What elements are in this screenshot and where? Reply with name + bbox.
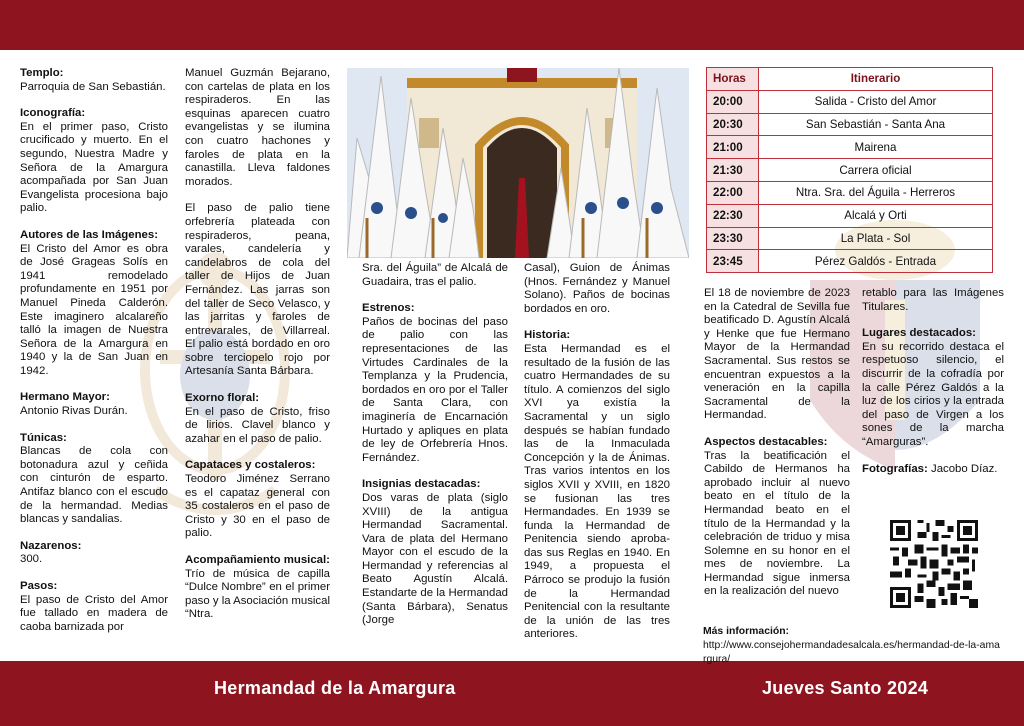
fotografias-credit: Jacobo Díaz. — [927, 462, 998, 475]
footer-title: Hermandad de la Amargura — [214, 678, 456, 698]
musica-heading: Acompañamiento musical: — [185, 554, 330, 566]
historia-text: Esta Hermandad es el resultado de la fusión de las cuatro Hermandades de su título. A comienzos del siglo XVI ya existía la Sacramental y un siglo después se habían fundado las de la Inmaculada Concepción y la de Ánimas. Tras varios intentos en los siglos XVII y XVIII, en 1820 se fusionan las tres Hermandades. En 1939 se funda la Hermandad de Penitencia siendo aprobadas sus Reglas en 1940. En 1949, a propuesta el Párroco se produjo la fusión de la Hermandad Penitencial con la resultante de la unión de las tres anteriores. — [524, 342, 670, 641]
retablo-text: retablo para las Imágenes Titulares. — [862, 287, 1004, 313]
row-time: 21:30 — [707, 159, 759, 182]
insignias-continued-text: Casal), Guion de Ánimas (Hnos. Fernández y Manuel Solano). Paños de bocinas bordados en oro. — [524, 262, 670, 315]
capataces-heading: Capataces y costaleros: — [185, 459, 316, 472]
fotografias-heading: Fotografías: — [862, 462, 928, 475]
row-place: Carrera oficial — [759, 159, 993, 182]
tunicas-heading: Túnicas: — [20, 431, 67, 444]
autores-text: El Cristo del Amor es obra de José Grageas Solís en 1941 remodelado profundamente en 1951 por Manuel Pineda Calderón. Este imaginero alcalareño talló la imagen de Nuestra Señora de la Amargura en 1940 y la de San Juan en 1942. — [20, 242, 168, 377]
header-horas: Horas — [707, 68, 759, 91]
insignias-text: Dos varas de plata (siglo XVIII) de la antigua Hermandad Sacramental. Vara de plata del Hermano Mayor con el escudo de la Hermandad y referencias al Beato Agustín Alcalá. Estandarte de la Hermandad (Santa Bárbara), Senatus (Jorge — [362, 491, 508, 627]
itinerary-row — [707, 159, 993, 182]
row-place: Ntra. Sra. del Águila - Herreros — [759, 181, 993, 204]
iconografia-text: En el primer paso, Cristo crucificado y muerto. En el segundo, Nuestra Madre y Señora de la Amargura acompañada por San Juan Evangelista procesiona bajo palio. — [20, 120, 168, 215]
column-3 — [362, 262, 508, 628]
row-place: Salida - Cristo del Amor — [759, 90, 993, 113]
row-time: 22:00 — [707, 181, 759, 204]
itinerary-row — [707, 227, 993, 250]
nazarenos-text: 300. — [20, 553, 43, 566]
qr-code[interactable] — [890, 520, 978, 608]
row-place: Pérez Galdós - Entrada — [759, 250, 993, 273]
top-band — [0, 0, 1024, 50]
column-4 — [524, 262, 670, 642]
fotografias-line — [862, 463, 1004, 477]
insignias-heading: Insignias destacadas: — [362, 478, 481, 491]
itinerary-row — [707, 204, 993, 227]
more-info — [703, 625, 1003, 667]
templo-heading: Templo: — [20, 67, 64, 79]
aspectos-text: Tras la beatificación el Cabildo de Hermanos ha aprobado incluir al nuevo beato en el título de la Hermandad beato en el título de la Hermandad y la celebración de triduo y misa Solemne en su honor en el mes de noviembre. La Hermandad sigue inmersa en la realización del nuevo — [704, 449, 850, 598]
nazarenos-photo — [347, 68, 689, 258]
nazarenos-heading: Nazarenos: — [20, 539, 82, 552]
hermano-mayor-heading: Hermano Mayor: — [20, 391, 110, 404]
itinerary-table — [706, 67, 993, 273]
row-place: Mairena — [759, 136, 993, 159]
itinerary-row — [707, 90, 993, 113]
row-time: 21:00 — [707, 136, 759, 159]
row-time: 22:30 — [707, 204, 759, 227]
footer-date: Jueves Santo 2024 — [762, 678, 929, 698]
itinerary-row — [707, 113, 993, 136]
autores-heading: Autores de las Imágenes: — [20, 228, 159, 241]
pasos-text: El paso de Cristo del Amor fue tallado en madera de caoba barnizada por — [20, 593, 168, 633]
itinerary-row — [707, 250, 993, 273]
row-place: La Plata - Sol — [759, 227, 993, 250]
pasos-heading: Pasos: — [20, 580, 58, 592]
tunicas-text: Blancas de cola con botonadura azul y ceñida con cinturón de esparto. Antifaz blanco con el escudo de la hermandad. Medias blancas y sandalias. — [20, 445, 168, 526]
iconografia-heading: Iconografía: — [20, 107, 86, 120]
header-itinerario: Itinerario — [759, 68, 993, 91]
musica-continued-text: Sra. del Águila” de Alcalá de Guadaira, tras el palio. — [362, 262, 508, 288]
row-time: 23:30 — [707, 227, 759, 250]
row-time: 20:30 — [707, 113, 759, 136]
palio-text: El paso de palio tiene orfebrería plateada con respiraderos, peana, varales, candelería y candelabros de cola del taller de Hijos de Juan Fernández. Las jarras son del taller de Seco Velasco, y las jarritas y faroles de entrevarales, de Villarreal. El palio está bordado en oro sobre terciopelo rojo por Artesanía Santa Bárbara. — [185, 202, 330, 378]
templo-text: Parroquia de San Sebastián. — [20, 80, 166, 93]
aspectos-heading: Aspectos destacables: — [704, 435, 828, 448]
beatificacion-text: El 18 de noviembre de 2023 en la Catedral de Sevilla fue beatificado D. Agustín Alcalá y Henke que fue Hermano Mayor de la Hermandad Sacramental. Sus restos se encuentran expuestos a la veneración en la capilla Sacramental de la Hermandad. — [704, 287, 850, 422]
more-info-url[interactable]: http://www.consejohermandadesalcala.es/hermandad-de-la-amargura/ — [703, 640, 1000, 665]
capataces-text: Teodoro Jiménez Serrano es el capataz general con 35 costaleros en el paso de Cristo y 30 en el paso de palio. — [185, 473, 330, 540]
row-time: 20:00 — [707, 90, 759, 113]
estrenos-heading: Estrenos: — [362, 302, 415, 315]
column-5 — [704, 287, 850, 599]
row-time: 23:45 — [707, 250, 759, 273]
itinerary-row — [707, 136, 993, 159]
itinerary-header-row — [707, 68, 993, 91]
exorno-heading: Exorno floral: — [185, 392, 260, 405]
lugares-text: En su recorrido destaca el respetuoso silencio, el discurrir de la cofradía por la calle Pérez Galdós a la luz de los cirios y la entrada del paso de Virgen a los sones de la marcha “Amarguras”. — [862, 340, 1004, 448]
column-2 — [185, 67, 330, 622]
more-info-heading: Más información: — [703, 626, 790, 637]
musica-text: Trío de música de capilla “Dulce Nombre” en el primer paso y la Asociación musical “Ntra. — [185, 567, 330, 621]
column-1 — [20, 67, 168, 634]
row-place: San Sebastián - Santa Ana — [759, 113, 993, 136]
estrenos-text: Paños de bocinas del paso de palio con las representaciones de las Virtudes Cardinales de la Templanza y la Prudencia, bordados en oro por el Taller de Santa Clara, con imaginería de Encarnación Hurtado y apliques en plata de ley de Orfebrería Hnos. Fernández. — [362, 315, 508, 464]
historia-heading: Historia: — [524, 329, 571, 342]
row-place: Alcalá y Orti — [759, 204, 993, 227]
hermano-mayor-text: Antonio Rivas Durán. — [20, 405, 128, 418]
lugares-heading: Lugares destacados: — [862, 327, 976, 340]
column-6 — [862, 287, 1004, 476]
exorno-text: En el paso de Cristo, friso de lirios. Clavel blanco y azahar en el paso de palio. — [185, 405, 330, 445]
itinerary-row — [707, 181, 993, 204]
pasos-continued-text: Manuel Guzmán Bejarano, con cartelas de plata en los respiraderos. En las esquinas aparecen cuatro evangelistas y se ilumina con cuatro hachones y faroles de plata en la canastilla. Lleva faldones morados. — [185, 67, 330, 188]
photo-illustration — [347, 68, 689, 258]
